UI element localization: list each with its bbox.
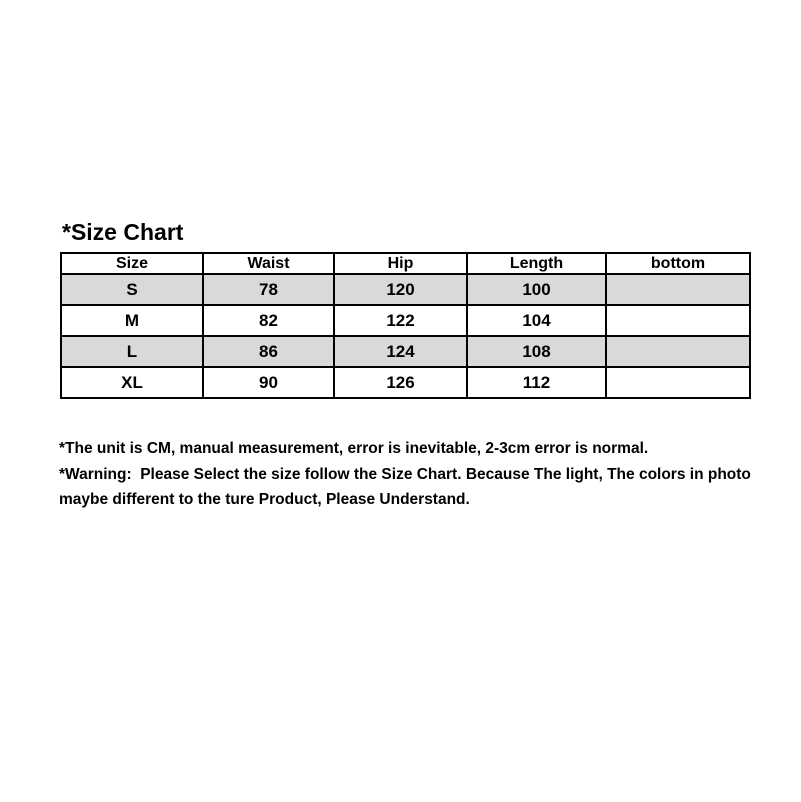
table-row-xl: [61, 367, 750, 398]
table-row-m: [61, 305, 750, 336]
table-header: [61, 253, 750, 274]
table-cell-highlighted: 124: [334, 336, 467, 367]
table-row-s: [61, 274, 750, 305]
page-title: *Size Chart: [62, 219, 184, 245]
column-header-size: Size: [61, 253, 203, 274]
table-cell: 120: [334, 274, 467, 305]
column-header-hip: Hip: [334, 253, 467, 274]
table-cell: 108: [467, 336, 606, 367]
table-cell: 112: [467, 367, 606, 398]
table-cell: [606, 274, 750, 305]
table-cell: 100: [467, 274, 606, 305]
table-cell: M: [61, 305, 203, 336]
note-warning: *Warning: Please Select the size follow the Size Chart. Because The light, The colors in photo maybe different to the ture Product, Please Understand.: [59, 465, 756, 508]
table-cell: [606, 305, 750, 336]
table-cell: 86: [203, 336, 334, 367]
table-cell: [606, 367, 750, 398]
table-cell: 78: [203, 274, 334, 305]
table-cell: 82: [203, 305, 334, 336]
table-cell: 104: [467, 305, 606, 336]
note-unit: *The unit is CM, manual measurement, error is inevitable, 2-3cm error is normal.: [59, 440, 649, 457]
table-cell: 122: [334, 305, 467, 336]
table-cell: S: [61, 274, 203, 305]
table-cell-highlighted: L: [61, 336, 203, 367]
size-chart-table: [60, 252, 751, 399]
table-cell: 90: [203, 367, 334, 398]
table-row-l: [61, 336, 750, 367]
table-cell: [606, 336, 750, 367]
column-header-length: Length: [467, 253, 606, 274]
column-header-bottom: bottom: [606, 253, 750, 274]
table-cell: 126: [334, 367, 467, 398]
footnotes: [59, 436, 762, 513]
column-header-waist: Waist: [203, 253, 334, 274]
table-body: [61, 274, 750, 398]
table-cell: XL: [61, 367, 203, 398]
header-row: [61, 253, 750, 274]
